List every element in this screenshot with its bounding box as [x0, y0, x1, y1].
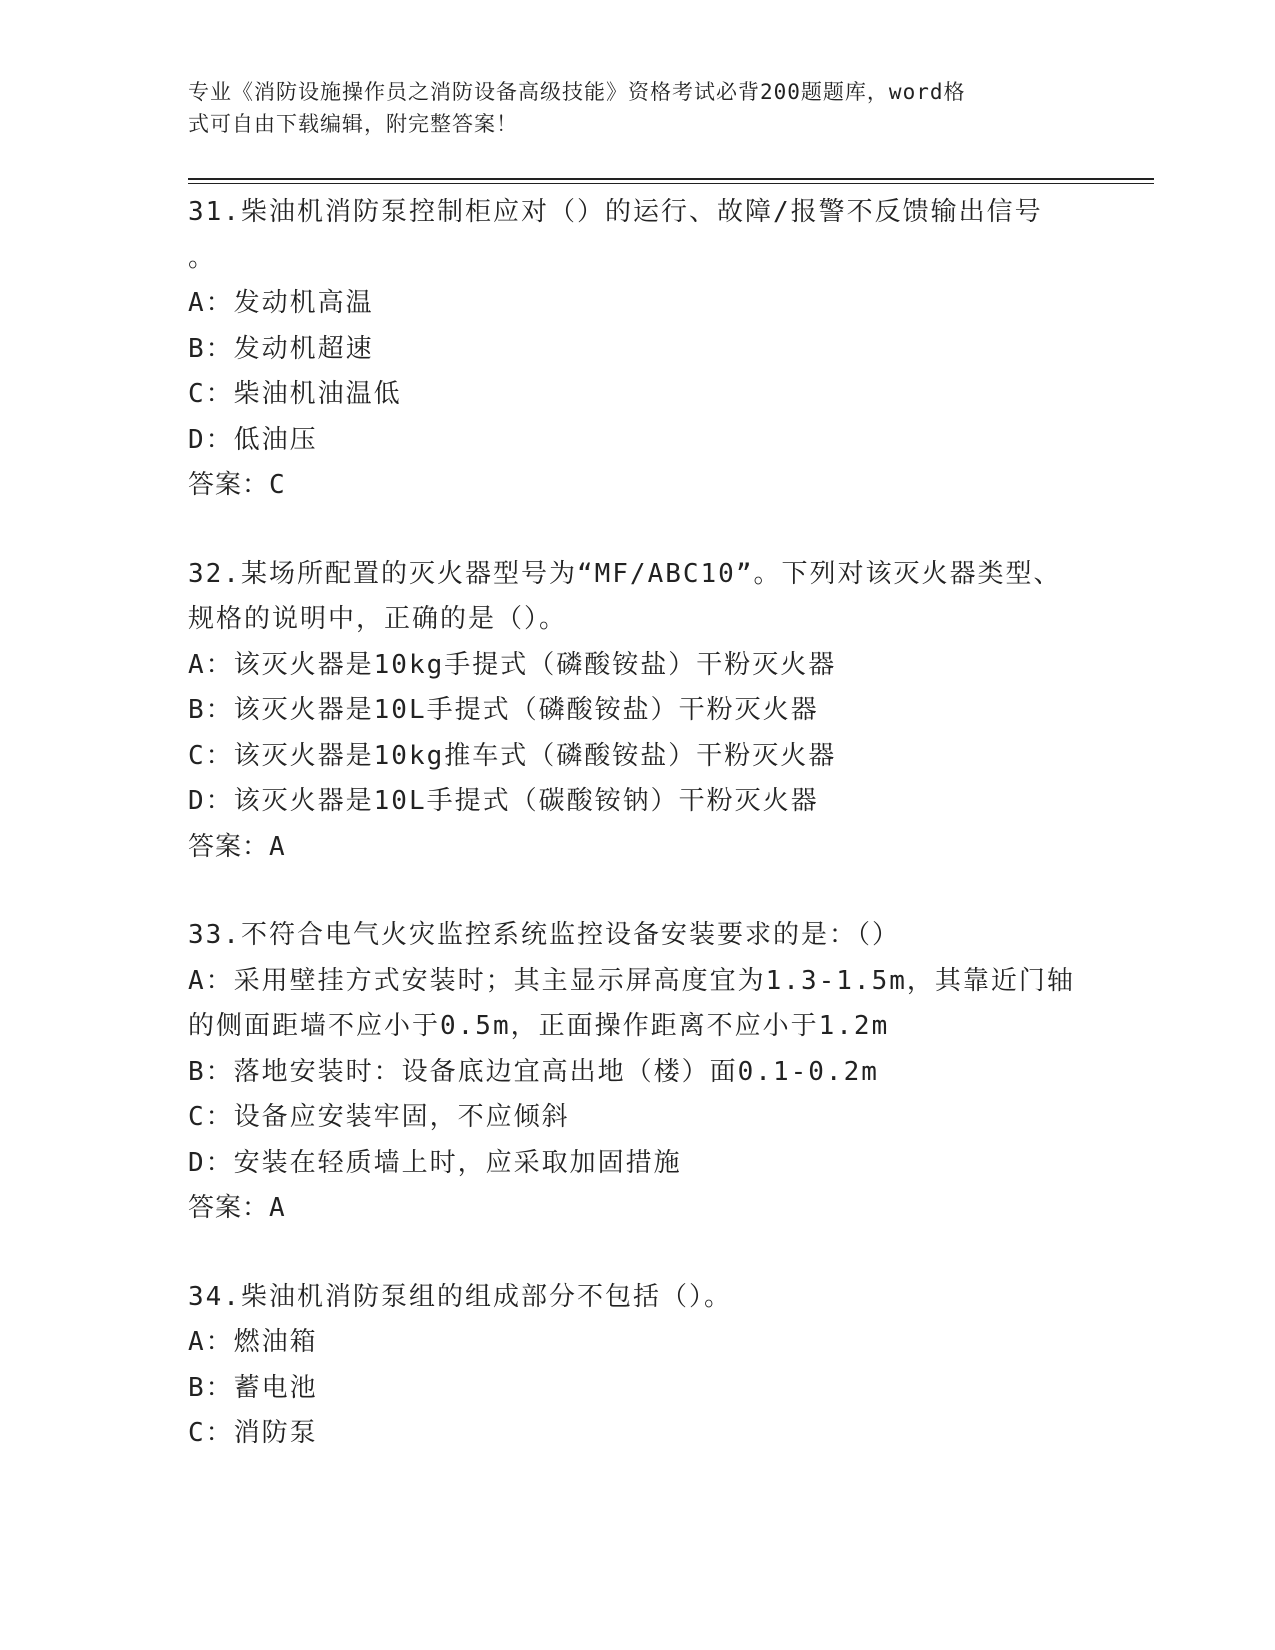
document-header	[188, 76, 1068, 140]
question-text-continued: 。	[188, 242, 217, 273]
option-d: D：该灭火器是10L手提式（碳酸铵钠）干粉灭火器	[188, 786, 819, 816]
question-33	[188, 913, 1088, 1232]
option-b: B：发动机超速	[188, 333, 374, 364]
question-32	[188, 552, 1088, 871]
question-text: 32.某场所配置的灭火器型号为“MF/ABC10”。下列对该灭火器类型、	[188, 558, 1062, 589]
option-a: A：燃油箱	[188, 1327, 318, 1357]
question-text: 33.不符合电气火灾监控系统监控设备安装要求的是：（）	[188, 920, 900, 950]
question-34	[188, 1275, 1088, 1457]
question-list	[188, 190, 1088, 1500]
option-b: B：落地安装时：设备底边宜高出地（楼）面0.1-0.2m	[188, 1056, 879, 1087]
option-c: C：该灭火器是10kg推车式（磷酸铵盐）干粉灭火器	[188, 740, 837, 771]
option-b: B：蓄电池	[188, 1372, 318, 1403]
question-text: 31.柴油机消防泵控制柜应对（）的运行、故障/报警不反馈输出信号	[188, 197, 1043, 227]
header-line-1: 专业《消防设施操作员之消防设备高级技能》资格考试必背200题题库，word格	[188, 80, 966, 104]
answer-line	[188, 825, 1088, 871]
option-c: C：柴油机油温低	[188, 379, 402, 409]
question-text: 34.柴油机消防泵组的组成部分不包括（）。	[188, 1281, 732, 1312]
question-text-continued: 规格的说明中，正确的是（）。	[188, 604, 568, 634]
option-a: A：采用壁挂方式安装时；其主显示屏高度宜为1.3-1.5m，其靠近门轴	[188, 965, 1075, 996]
header-line-2: 式可自由下载编辑，附完整答案！	[188, 112, 518, 136]
option-d: D：低油压	[188, 424, 318, 455]
option-a: A：该灭火器是10kg手提式（磷酸铵盐）干粉灭火器	[188, 649, 837, 680]
answer-line	[188, 463, 1088, 509]
option-b: B：该灭火器是10L手提式（磷酸铵盐）干粉灭火器	[188, 695, 819, 725]
answer-value: A	[269, 1193, 286, 1223]
header-divider-thick	[188, 178, 1154, 180]
answer-label: 答案：	[188, 831, 270, 862]
option-a: A：发动机高温	[188, 288, 374, 318]
option-a-continued: 的侧面距墙不应小于0.5m，正面操作距离不应小于1.2m	[188, 1011, 890, 1041]
answer-label: 答案：	[188, 1193, 270, 1223]
answer-value: C	[269, 470, 286, 500]
answer-value: A	[269, 831, 286, 862]
answer-label: 答案：	[188, 470, 270, 500]
option-c: C：消防泵	[188, 1418, 318, 1448]
option-c: C：设备应安装牢固，不应倾斜	[188, 1102, 570, 1132]
answer-line	[188, 1186, 1088, 1232]
question-31	[188, 190, 1088, 509]
header-divider-thin	[188, 183, 1154, 184]
option-d: D：安装在轻质墙上时，应采取加固措施	[188, 1147, 682, 1178]
